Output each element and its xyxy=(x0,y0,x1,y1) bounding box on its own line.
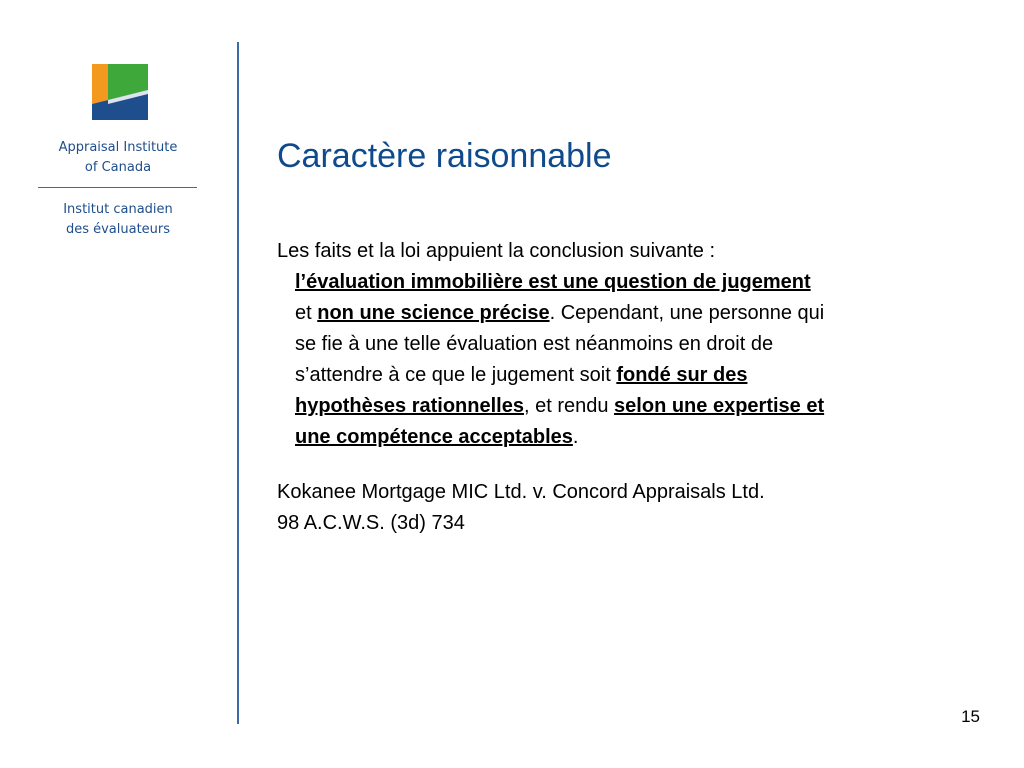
organization-name-french xyxy=(30,200,206,240)
text-attendre: s’attendre à ce que le jugement soit xyxy=(295,364,611,386)
emphasis-competence: une compétence acceptables xyxy=(295,426,573,448)
org-en-line1: Appraisal Institute xyxy=(58,140,178,155)
quote-line-3: se fie à une telle évaluation est néanmoins en droit de xyxy=(295,333,774,355)
emphasis-fonde: fondé sur des xyxy=(616,364,748,386)
text-et: et xyxy=(295,302,312,324)
page-number: 15 xyxy=(961,707,980,726)
appraisal-institute-logo xyxy=(92,64,148,120)
text-cependant: . Cependant, une personne qui xyxy=(549,302,825,324)
quote-line-6 xyxy=(277,422,987,453)
vertical-divider xyxy=(237,42,239,724)
quote-line-1 xyxy=(277,267,987,298)
intro-line: Les faits et la loi appuient la conclusion suivante : xyxy=(277,240,716,262)
quote-line-4 xyxy=(277,360,987,391)
slide-title: Caractère raisonnable xyxy=(277,137,612,175)
org-fr-line1: Institut canadien xyxy=(63,202,173,217)
slide-body xyxy=(277,236,987,539)
emphasis-expertise: selon une expertise et xyxy=(614,395,825,417)
organization-name-english xyxy=(30,138,206,178)
org-fr-line2: des évaluateurs xyxy=(65,222,171,237)
quote-line-5 xyxy=(277,391,987,422)
emphasis-hypotheses: hypothèses rationnelles xyxy=(295,395,524,417)
sidebar-divider xyxy=(38,187,197,188)
citation-case: Kokanee Mortgage MIC Ltd. v. Concord Appraisals Ltd. xyxy=(277,481,765,503)
citation-reference: 98 A.C.W.S. (3d) 734 xyxy=(277,512,465,534)
quote-line-2 xyxy=(277,298,987,329)
emphasis-jugement: l’évaluation immobilière est une question de jugement xyxy=(295,271,811,293)
org-en-line2: of Canada xyxy=(84,160,152,175)
emphasis-science: non une science précise xyxy=(317,302,550,324)
text-period: . xyxy=(572,426,579,448)
text-rendu: , et rendu xyxy=(523,395,609,417)
